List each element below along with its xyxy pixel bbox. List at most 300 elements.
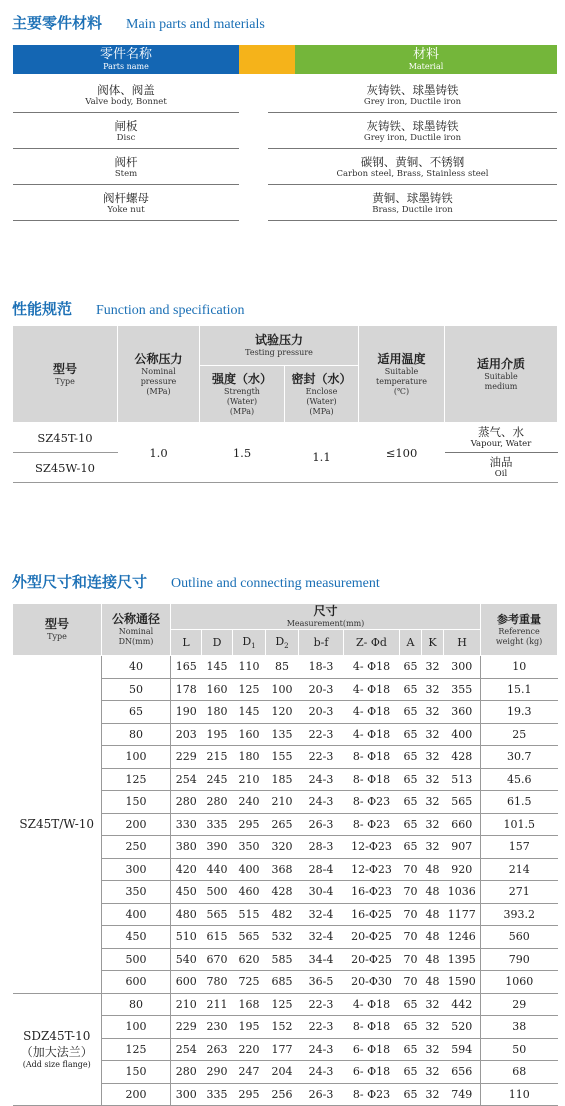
cell-k: 48 — [422, 926, 444, 949]
cell-h: 428 — [444, 746, 481, 769]
col-header-d2-main: D — [275, 634, 285, 648]
material-header — [295, 45, 557, 74]
header-en: Type — [47, 632, 67, 641]
cell-d: 500 — [202, 881, 233, 904]
cell-l: 450 — [171, 881, 202, 904]
col-header-a: A — [400, 630, 422, 656]
header-en: Nominal — [141, 366, 176, 376]
cell-d2: 125 — [266, 993, 299, 1016]
cell-d2: 256 — [266, 1083, 299, 1106]
cell-d2: 428 — [266, 881, 299, 904]
header-cn: 尺寸 — [313, 604, 338, 618]
model-name: SDZ45T-10 — [23, 1029, 91, 1044]
cell-dn: 65 — [102, 701, 171, 724]
cell-h: 520 — [444, 1016, 481, 1039]
cell-weight: 393.2 — [481, 903, 558, 926]
cell-dn: 80 — [102, 723, 171, 746]
cell-k: 48 — [422, 948, 444, 971]
material-cell — [268, 78, 557, 113]
material-cell — [268, 114, 557, 149]
parts-table-header — [13, 45, 557, 74]
cell-h: 660 — [444, 813, 481, 836]
cell-d2: 320 — [266, 836, 299, 859]
parts-row — [13, 186, 557, 221]
cell-zd: 4- Φ18 — [344, 678, 400, 701]
cell-a: 65 — [400, 678, 422, 701]
header-en: (Water) — [306, 396, 337, 406]
cell-a: 65 — [400, 1083, 422, 1106]
header-en: Measurement(mm) — [286, 619, 365, 628]
col-header-d1-sub: 1 — [251, 642, 256, 651]
spec-table — [12, 325, 558, 483]
cell-bf: 24-3 — [299, 768, 344, 791]
section-title-en: Outline and connecting measurement — [171, 576, 380, 591]
cell-dn: 150 — [102, 1061, 171, 1084]
parts-row — [13, 78, 557, 113]
header-cn: 适用介质 — [476, 356, 525, 371]
cell-d2: 185 — [266, 768, 299, 791]
cell-d2: 100 — [266, 678, 299, 701]
cell-weight: 19.3 — [481, 701, 558, 724]
section-title-function — [12, 298, 245, 319]
cell-a: 65 — [400, 836, 422, 859]
cell-h: 907 — [444, 836, 481, 859]
header-en: (MPa) — [309, 406, 334, 416]
header-en: (MPa) — [229, 406, 255, 416]
cell-zd: 16-Φ25 — [344, 903, 400, 926]
cell-d: 280 — [202, 791, 233, 814]
cell-k: 32 — [422, 701, 444, 724]
header-en: weight (kg) — [495, 637, 543, 646]
header-en: temperature — [376, 376, 427, 386]
cell-bf: 24-3 — [299, 1038, 344, 1061]
cell-d: 440 — [202, 858, 233, 881]
cell-zd: 8- Φ18 — [344, 746, 400, 769]
cell-weight: 61.5 — [481, 791, 558, 814]
cell-d1: 400 — [233, 858, 266, 881]
medium-en: Oil — [494, 469, 508, 479]
part-name-cell — [13, 114, 239, 149]
material-cn: 碳钢、黄铜、不锈钢 — [360, 154, 465, 169]
cell-d: 245 — [202, 768, 233, 791]
cell-d: 565 — [202, 903, 233, 926]
cell-d2: 265 — [266, 813, 299, 836]
medium-cn: 油品 — [489, 455, 513, 469]
cell-d: 215 — [202, 746, 233, 769]
cell-l: 300 — [171, 1083, 202, 1106]
material-cn: 灰铸铁、球墨铸铁 — [366, 118, 459, 133]
cell-d1: 195 — [233, 1016, 266, 1039]
nominal-diameter-header — [102, 604, 171, 656]
cell-bf: 22-3 — [299, 1016, 344, 1039]
cell-h: 360 — [444, 701, 481, 724]
cell-h: 513 — [444, 768, 481, 791]
cell-weight: 560 — [481, 926, 558, 949]
cell-l: 540 — [171, 948, 202, 971]
cell-d: 335 — [202, 813, 233, 836]
medium-cn: 蒸气、水 — [478, 425, 524, 439]
cell-d2: 204 — [266, 1061, 299, 1084]
cell-weight: 50 — [481, 1038, 558, 1061]
cell-a: 65 — [400, 791, 422, 814]
header-cn: 密封（水） — [291, 371, 352, 386]
cell-dn: 500 — [102, 948, 171, 971]
header-en: Suitable — [384, 366, 419, 376]
cell-k: 32 — [422, 723, 444, 746]
cell-l: 254 — [171, 1038, 202, 1061]
col-header-d: D — [202, 630, 233, 656]
cell-zd: 8- Φ23 — [344, 813, 400, 836]
medium-header — [445, 326, 558, 423]
cell-k: 32 — [422, 1038, 444, 1061]
cell-bf: 22-3 — [299, 993, 344, 1016]
cell-zd: 20-Φ25 — [344, 926, 400, 949]
cell-d: 160 — [202, 678, 233, 701]
cell-weight: 790 — [481, 948, 558, 971]
cell-weight: 68 — [481, 1061, 558, 1084]
cell-dn: 250 — [102, 836, 171, 859]
cell-bf: 36-5 — [299, 971, 344, 994]
cell-a: 70 — [400, 858, 422, 881]
section-title-cn: 性能规范 — [12, 300, 73, 318]
cell-l: 510 — [171, 926, 202, 949]
model-cell: SZ45T-10 — [13, 423, 118, 453]
header-cn: 材料 — [412, 46, 439, 62]
testing-pressure-header — [200, 326, 359, 366]
cell-zd: 6- Φ18 — [344, 1038, 400, 1061]
dimensions-table — [12, 603, 558, 1106]
col-header-d2 — [266, 630, 299, 656]
header-en: Nominal — [118, 627, 154, 636]
cell-k: 32 — [422, 791, 444, 814]
cell-zd: 6- Φ18 — [344, 1061, 400, 1084]
cell-dn: 100 — [102, 746, 171, 769]
cell-d2: 585 — [266, 948, 299, 971]
section-title-outline — [12, 571, 380, 592]
cell-weight: 15.1 — [481, 678, 558, 701]
cell-l: 380 — [171, 836, 202, 859]
cell-d: 195 — [202, 723, 233, 746]
model-cell — [13, 993, 102, 1106]
cell-k: 32 — [422, 656, 444, 679]
model-note-en: (Add size flange) — [22, 1060, 91, 1070]
cell-bf: 28-3 — [299, 836, 344, 859]
cell-dn: 50 — [102, 678, 171, 701]
cell-d: 670 — [202, 948, 233, 971]
cell-zd: 4- Φ18 — [344, 656, 400, 679]
cell-a: 70 — [400, 926, 422, 949]
medium-en: Vapour, Water — [470, 439, 532, 449]
cell-k: 32 — [422, 678, 444, 701]
cell-h: 355 — [444, 678, 481, 701]
cell-d1: 515 — [233, 903, 266, 926]
strength-value: 1.5 — [200, 423, 285, 483]
material-cell — [268, 186, 557, 221]
cell-d2: 135 — [266, 723, 299, 746]
header-cn: 公称压力 — [134, 351, 183, 366]
type-header — [13, 604, 102, 656]
section-title-cn: 主要零件材料 — [12, 14, 103, 32]
cell-l: 229 — [171, 746, 202, 769]
cell-d1: 210 — [233, 768, 266, 791]
cell-h: 1036 — [444, 881, 481, 904]
cell-zd: 16-Φ23 — [344, 881, 400, 904]
cell-zd: 20-Φ30 — [344, 971, 400, 994]
model-note: （加大法兰） — [20, 1045, 93, 1060]
cell-zd: 20-Φ25 — [344, 948, 400, 971]
cell-d1: 295 — [233, 1083, 266, 1106]
cell-h: 1177 — [444, 903, 481, 926]
cell-d: 180 — [202, 701, 233, 724]
temperature-header — [359, 326, 445, 423]
cell-k: 48 — [422, 971, 444, 994]
cell-h: 1246 — [444, 926, 481, 949]
header-cn: 强度（水） — [211, 371, 272, 386]
cell-bf: 22-3 — [299, 746, 344, 769]
cell-d: 145 — [202, 656, 233, 679]
cell-zd: 4- Φ18 — [344, 993, 400, 1016]
parts-row — [13, 150, 557, 185]
cell-d1: 220 — [233, 1038, 266, 1061]
part-name-cn: 阀体、阀盖 — [97, 82, 155, 97]
measurement-header — [171, 604, 481, 630]
header-en: Parts name — [103, 61, 149, 71]
material-cn: 灰铸铁、球墨铸铁 — [366, 82, 459, 97]
header-cn: 型号 — [44, 617, 69, 631]
table-row — [13, 656, 558, 679]
cell-k: 32 — [422, 1016, 444, 1039]
header-cn: 公称通径 — [111, 612, 160, 626]
cell-d1: 460 — [233, 881, 266, 904]
temperature-value: ≤100 — [359, 423, 445, 483]
parts-name-header — [13, 45, 239, 74]
part-name-cn: 阀杆 — [114, 154, 138, 169]
cell-a: 65 — [400, 1016, 422, 1039]
material-cell — [268, 150, 557, 185]
cell-weight: 110 — [481, 1083, 558, 1106]
cell-weight: 45.6 — [481, 768, 558, 791]
cell-h: 565 — [444, 791, 481, 814]
cell-a: 70 — [400, 971, 422, 994]
cell-weight: 25 — [481, 723, 558, 746]
header-en: Strength — [224, 386, 260, 396]
part-name-en: Yoke nut — [107, 204, 145, 215]
header-en: Reference — [498, 627, 540, 636]
header-en: DN(mm) — [118, 637, 154, 646]
enclose-header — [285, 366, 359, 423]
part-name-cell — [13, 186, 239, 221]
header-cn: 型号 — [52, 361, 77, 376]
cell-weight: 214 — [481, 858, 558, 881]
cell-a: 65 — [400, 768, 422, 791]
cell-dn: 125 — [102, 1038, 171, 1061]
cell-bf: 20-3 — [299, 701, 344, 724]
enclose-value: 1.1 — [285, 423, 359, 483]
nominal-pressure-header — [118, 326, 200, 423]
cell-d2: 210 — [266, 791, 299, 814]
cell-dn: 80 — [102, 993, 171, 1016]
cell-d1: 160 — [233, 723, 266, 746]
cell-d: 230 — [202, 1016, 233, 1039]
cell-a: 70 — [400, 903, 422, 926]
cell-a: 65 — [400, 746, 422, 769]
cell-l: 203 — [171, 723, 202, 746]
cell-k: 48 — [422, 858, 444, 881]
cell-l: 254 — [171, 768, 202, 791]
cell-h: 1395 — [444, 948, 481, 971]
col-header-h: H — [444, 630, 481, 656]
cell-a: 65 — [400, 1061, 422, 1084]
table-row — [13, 993, 558, 1016]
cell-bf: 24-3 — [299, 1061, 344, 1084]
section-title-en: Main parts and materials — [126, 17, 265, 32]
model-cell — [13, 656, 102, 994]
cell-a: 65 — [400, 813, 422, 836]
cell-l: 165 — [171, 656, 202, 679]
cell-l: 178 — [171, 678, 202, 701]
cell-zd: 8- Φ18 — [344, 768, 400, 791]
cell-h: 749 — [444, 1083, 481, 1106]
cell-l: 280 — [171, 1061, 202, 1084]
cell-a: 65 — [400, 723, 422, 746]
cell-k: 32 — [422, 1083, 444, 1106]
cell-d1: 565 — [233, 926, 266, 949]
header-cn: 试验压力 — [254, 333, 303, 347]
header-en: Material — [408, 61, 444, 71]
cell-a: 65 — [400, 1038, 422, 1061]
material-en: Grey iron, Ductile iron — [363, 132, 462, 143]
cell-d2: 482 — [266, 903, 299, 926]
header-en: Suitable — [484, 371, 518, 381]
nominal-pressure-value: 1.0 — [118, 423, 200, 483]
cell-bf: 26-3 — [299, 1083, 344, 1106]
cell-d: 390 — [202, 836, 233, 859]
cell-d2: 685 — [266, 971, 299, 994]
part-name-cell — [13, 150, 239, 185]
header-en: medium — [484, 381, 518, 391]
type-header — [13, 326, 118, 423]
col-header-l: L — [171, 630, 202, 656]
header-en: Enclose — [305, 386, 338, 396]
cell-weight: 157 — [481, 836, 558, 859]
header-cn: 参考重量 — [497, 613, 542, 626]
cell-l: 420 — [171, 858, 202, 881]
part-name-cell — [13, 78, 239, 113]
header-en: Testing pressure — [245, 348, 313, 357]
cell-d1: 725 — [233, 971, 266, 994]
header-en: (Water) — [226, 396, 258, 406]
cell-weight: 271 — [481, 881, 558, 904]
cell-weight: 38 — [481, 1016, 558, 1039]
cell-bf: 30-4 — [299, 881, 344, 904]
header-en: (MPa) — [146, 386, 171, 396]
cell-weight: 101.5 — [481, 813, 558, 836]
cell-dn: 450 — [102, 926, 171, 949]
cell-d2: 368 — [266, 858, 299, 881]
cell-l: 190 — [171, 701, 202, 724]
header-en: pressure — [140, 376, 177, 386]
cell-h: 442 — [444, 993, 481, 1016]
model-cell: SZ45W-10 — [13, 453, 118, 483]
cell-d1: 240 — [233, 791, 266, 814]
material-en: Brass, Ductile iron — [372, 204, 453, 215]
cell-d: 615 — [202, 926, 233, 949]
cell-a: 70 — [400, 881, 422, 904]
part-name-en: Disc — [116, 132, 136, 143]
cell-dn: 100 — [102, 1016, 171, 1039]
cell-d2: 177 — [266, 1038, 299, 1061]
cell-h: 594 — [444, 1038, 481, 1061]
cell-l: 280 — [171, 791, 202, 814]
cell-d1: 125 — [233, 678, 266, 701]
cell-d1: 295 — [233, 813, 266, 836]
cell-d1: 247 — [233, 1061, 266, 1084]
cell-d1: 110 — [233, 656, 266, 679]
cell-k: 48 — [422, 881, 444, 904]
material-en: Carbon steel, Brass, Stainless steel — [336, 168, 489, 179]
cell-bf: 34-4 — [299, 948, 344, 971]
cell-dn: 40 — [102, 656, 171, 679]
header-spacer — [239, 45, 295, 74]
col-header-zd: Z- Φd — [344, 630, 400, 656]
cell-dn: 125 — [102, 768, 171, 791]
cell-d1: 168 — [233, 993, 266, 1016]
cell-bf: 20-3 — [299, 678, 344, 701]
cell-k: 32 — [422, 746, 444, 769]
cell-bf: 32-4 — [299, 903, 344, 926]
cell-a: 65 — [400, 993, 422, 1016]
weight-header — [481, 604, 558, 656]
col-header-d1 — [233, 630, 266, 656]
cell-d1: 620 — [233, 948, 266, 971]
section-title-cn: 外型尺寸和连接尺寸 — [12, 573, 148, 591]
cell-zd: 12-Φ23 — [344, 858, 400, 881]
cell-a: 70 — [400, 948, 422, 971]
part-name-cn: 阀杆螺母 — [103, 190, 149, 205]
cell-d: 780 — [202, 971, 233, 994]
cell-k: 32 — [422, 768, 444, 791]
cell-zd: 8- Φ23 — [344, 791, 400, 814]
header-en: Type — [55, 376, 75, 386]
strength-header — [200, 366, 285, 423]
cell-l: 229 — [171, 1016, 202, 1039]
material-cn: 黄铜、球墨铸铁 — [372, 190, 453, 205]
cell-dn: 200 — [102, 1083, 171, 1106]
cell-dn: 350 — [102, 881, 171, 904]
header-cn: 适用温度 — [377, 351, 426, 366]
cell-bf: 32-4 — [299, 926, 344, 949]
cell-k: 32 — [422, 993, 444, 1016]
cell-d1: 350 — [233, 836, 266, 859]
header-en: (℃) — [393, 386, 410, 396]
cell-h: 1590 — [444, 971, 481, 994]
cell-weight: 10 — [481, 656, 558, 679]
cell-k: 48 — [422, 903, 444, 926]
cell-k: 32 — [422, 1061, 444, 1084]
cell-h: 300 — [444, 656, 481, 679]
cell-dn: 400 — [102, 903, 171, 926]
cell-d: 211 — [202, 993, 233, 1016]
model-name: SZ45T/W-10 — [19, 817, 95, 832]
col-header-d2-sub: 2 — [284, 642, 289, 651]
cell-k: 32 — [422, 813, 444, 836]
cell-bf: 18-3 — [299, 656, 344, 679]
section-title-parts — [12, 12, 265, 33]
cell-h: 920 — [444, 858, 481, 881]
cell-zd: 4- Φ18 — [344, 723, 400, 746]
section-title-en: Function and specification — [96, 303, 245, 318]
cell-weight: 1060 — [481, 971, 558, 994]
